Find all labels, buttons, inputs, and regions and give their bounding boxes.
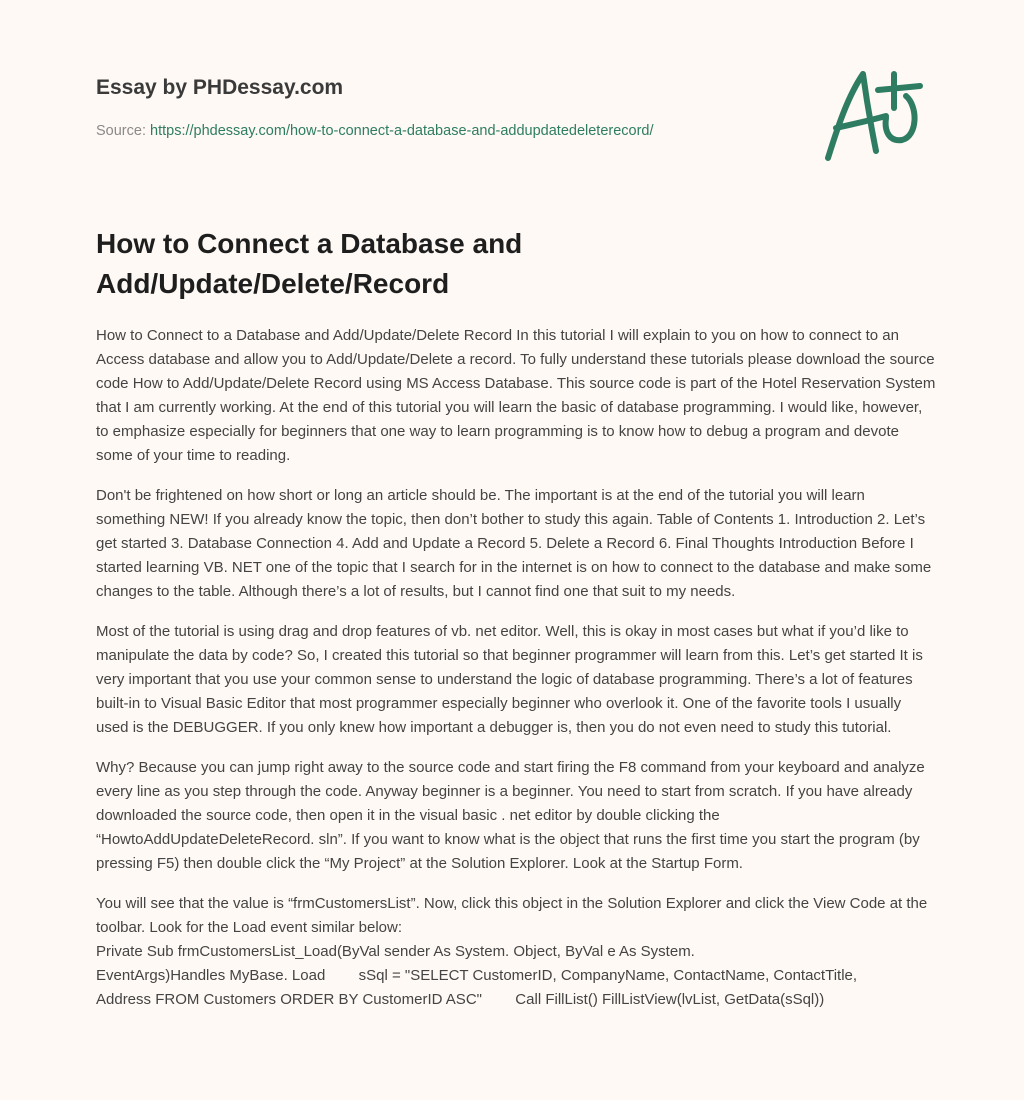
paragraph-intro: You will see that the value is “frmCustomersList”. Now, click this object in the Solution Explorer and click the View Code at the toolbar. Look for the Load event similar below: <box>96 895 928 936</box>
source-line <box>96 123 654 139</box>
source-link[interactable]: https://phdessay.com/how-to-connect-a-database-and-addupdatedeleterecord/ <box>150 123 654 139</box>
article-body <box>96 324 936 1028</box>
code-line: Private Sub frmCustomersList_Load(ByVal sender As System. Object, ByVal e As System. <box>96 943 695 960</box>
brand-title: Essay by PHDessay.com <box>96 76 344 99</box>
source-label: Source: <box>96 123 146 139</box>
article-title: How to Connect a Database and Add/Update/Delete/Record <box>96 228 523 299</box>
paragraph-with-code <box>96 892 936 1012</box>
code-line: EventArgs)Handles MyBase. Load sSql = "SELECT CustomerID, CompanyName, ContactName, ContactTitle, <box>96 967 858 984</box>
paragraph: Why? Because you can jump right away to the source code and start firing the F8 command from your keyboard and analyze every line as you step through the code. Anyway beginner is a beginner. You need to start from scratch. If you have already downloaded the source code, then open it in the visual basic . net editor by double clicking the “HowtoAddUpdateDeleteRecord. sln”. If you want to know what is the object that runs the first time you start the program (by pressing F5) then double click the “My Project” at the Solution Explorer. Look at the Startup Form. <box>96 759 925 872</box>
code-line: Address FROM Customers ORDER BY CustomerID ASC" Call FillList() FillListView(lvList, GetData(sSql)) <box>96 991 825 1008</box>
paragraph: How to Connect to a Database and Add/Update/Delete Record In this tutorial I will explain to you on how to connect to an Access database and allow you to Add/Update/Delete a record. To fully understand these tutorials please download the source code How to Add/Update/Delete Record using MS Access Database. This source code is part of the Hotel Reservation System that I am currently working. At the end of this tutorial you will learn the basic of database programming. I would like, however, to emphasize especially for beginners that one way to learn programming is to know how to debug a program and devote some of your time to reading. <box>96 327 936 464</box>
paragraph: Don't be frightened on how short or long an article should be. The important is at the end of the tutorial you will learn something NEW! If you already know the topic, then don’t bother to study this again. Table of Contents 1. Introduction 2. Let’s get started 3. Database Connection 4. Add and Update a Record 5. Delete a Record 6. Final Thoughts Introduction Before I started learning VB. NET one of the topic that I search for in the internet is on how to connect to the database and make some changes to the table. Although there’s a lot of results, but I cannot find one that suit to my needs. <box>96 487 932 600</box>
paragraph: Most of the tutorial is using drag and drop features of vb. net editor. Well, this is okay in most cases but what if you’d like to manipulate the data by code? So, I created this tutorial so that beginner programmer will learn from this. Let’s get started It is very important that you use your common sense to understand the logic of database programming. There’s a lot of features built-in to Visual Basic Editor that most programmer especially beginner who overlook it. One of the favorite tools I usually used is the DEBUGGER. If you only knew how important a debugger is, then you do not even need to study this tutorial. <box>96 623 923 736</box>
a-plus-logo-icon <box>818 66 928 166</box>
